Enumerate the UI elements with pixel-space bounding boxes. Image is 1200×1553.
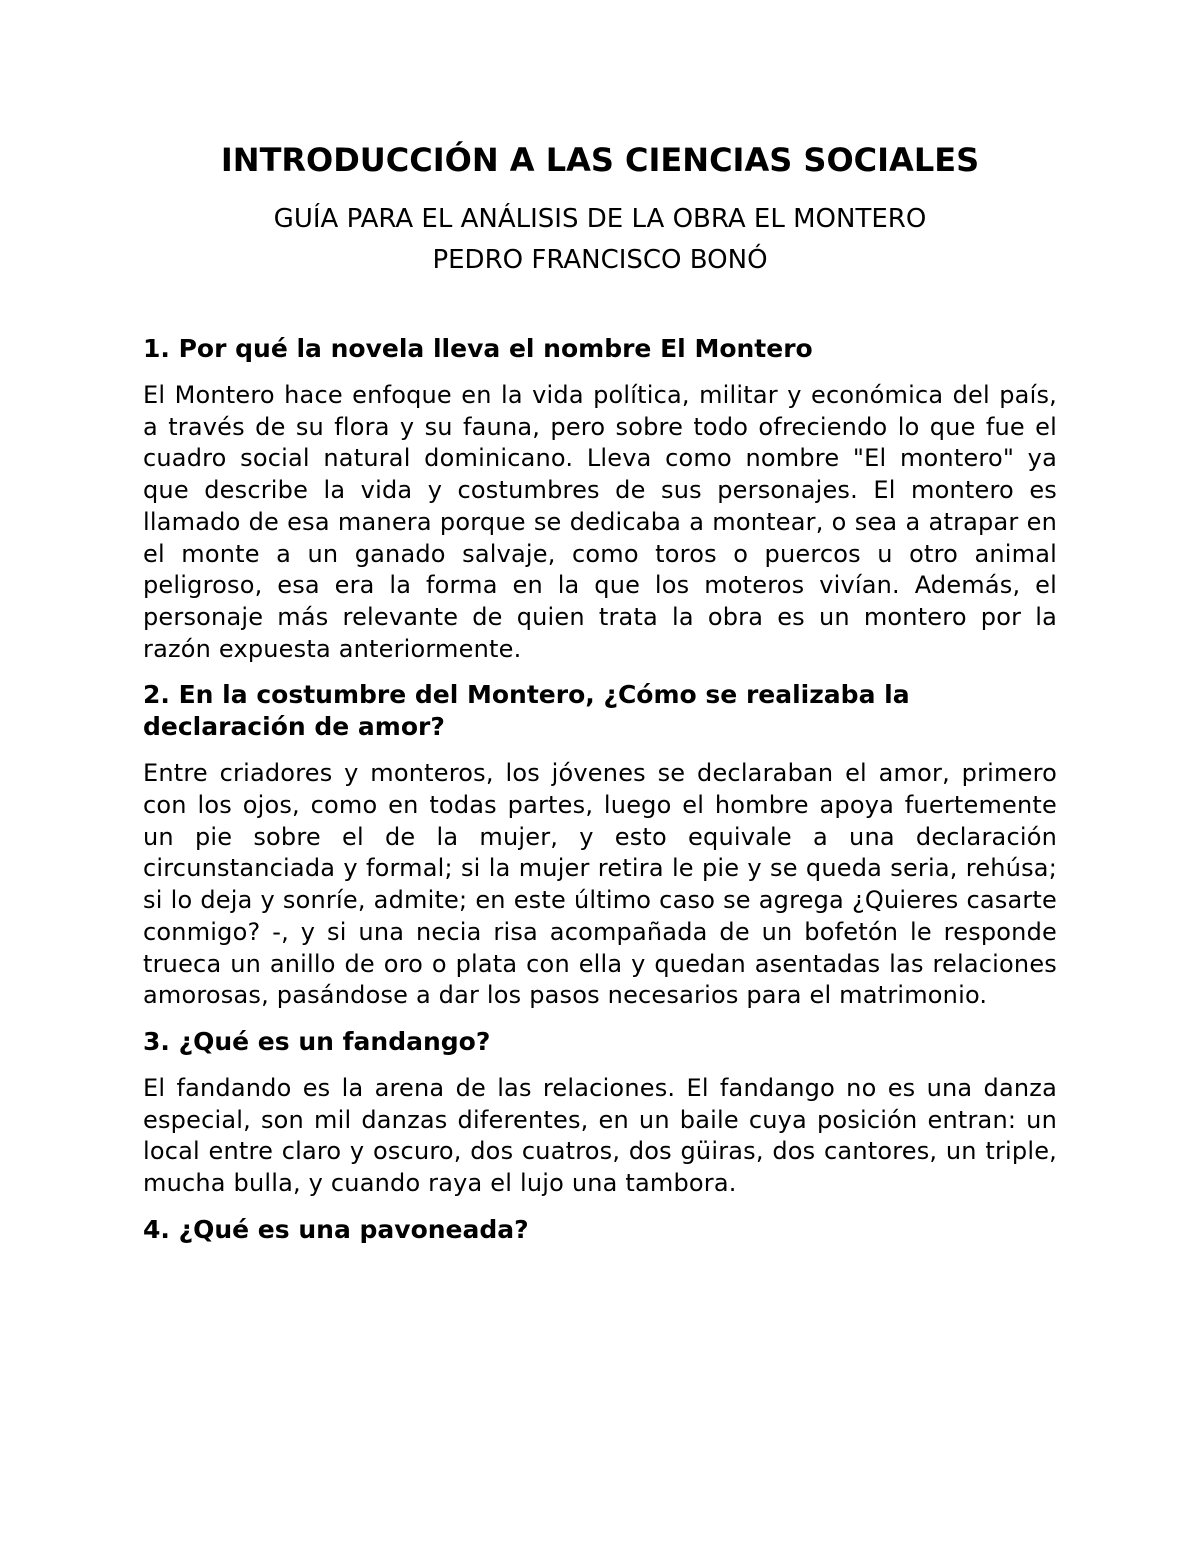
question-1-heading: 1. Por qué la novela lleva el nombre El Montero [143,334,813,363]
document-body [143,333,1057,1261]
question-2-heading: 2. En la costumbre del Montero, ¿Cómo se realizaba la declaración de amor? [143,680,910,742]
answer-2-paragraph: Entre criadores y monteros, los jóvenes se declaraban el amor, primero con los ojos, como en todas partes, luego el hombre apoya fuertemente un pie sobre el de la mujer, y esto equivale a una declaración circunstanciada y formal; si la mujer retira le pie y se queda seria, rehúsa; si lo deja y sonríe, admite; en este último caso se agrega ¿Quieres casarte conmigo? -, y si una necia risa acompañada de un bofetón le responde trueca un anillo de oro o plata con ella y quedan asentadas las relaciones amorosas, pasándose a dar los pasos necesarios para el matrimonio. [143,759,1057,1010]
question-3-heading: 3. ¿Qué es un fandango? [143,1026,491,1056]
answer-1-paragraph: El Montero hace enfoque en la vida política, militar y económica del país, a través de su flora y su fauna, pero sobre todo ofreciendo lo que fue el cuadro social natural dominicano. Lleva como nombre "El montero" ya que describe la vida y costumbres de sus personajes. El montero es llamado de esa manera porque se dedicaba a montear, o sea a atrapar en el monte a un ganado salvaje, como toros o puercos u otro animal peligroso, esa era la forma en la que los moteros vivían. Además, el personaje más relevante de quien trata la obra es un montero por la razón expuesta anteriormente. [143,381,1057,663]
document-subtitle-line1: GUÍA PARA EL ANÁLISIS DE LA OBRA EL MONTERO [273,204,927,234]
answer-3-paragraph: El fandando es la arena de las relaciones. El fandango no es una danza especial, son mil danzas diferentes, en un baile cuya posición entran: un local entre claro y oscuro, dos cuatros, dos güiras, dos cantores, un triple, mucha bulla, y cuando raya el lujo una tambora. [143,1073,1057,1198]
document-author: PEDRO FRANCISCO BONÓ [432,245,768,275]
question-4-heading: 4. ¿Qué es una pavoneada? [143,1214,529,1244]
document-title: INTRODUCCIÓN A LAS CIENCIAS SOCIALES [220,141,980,179]
